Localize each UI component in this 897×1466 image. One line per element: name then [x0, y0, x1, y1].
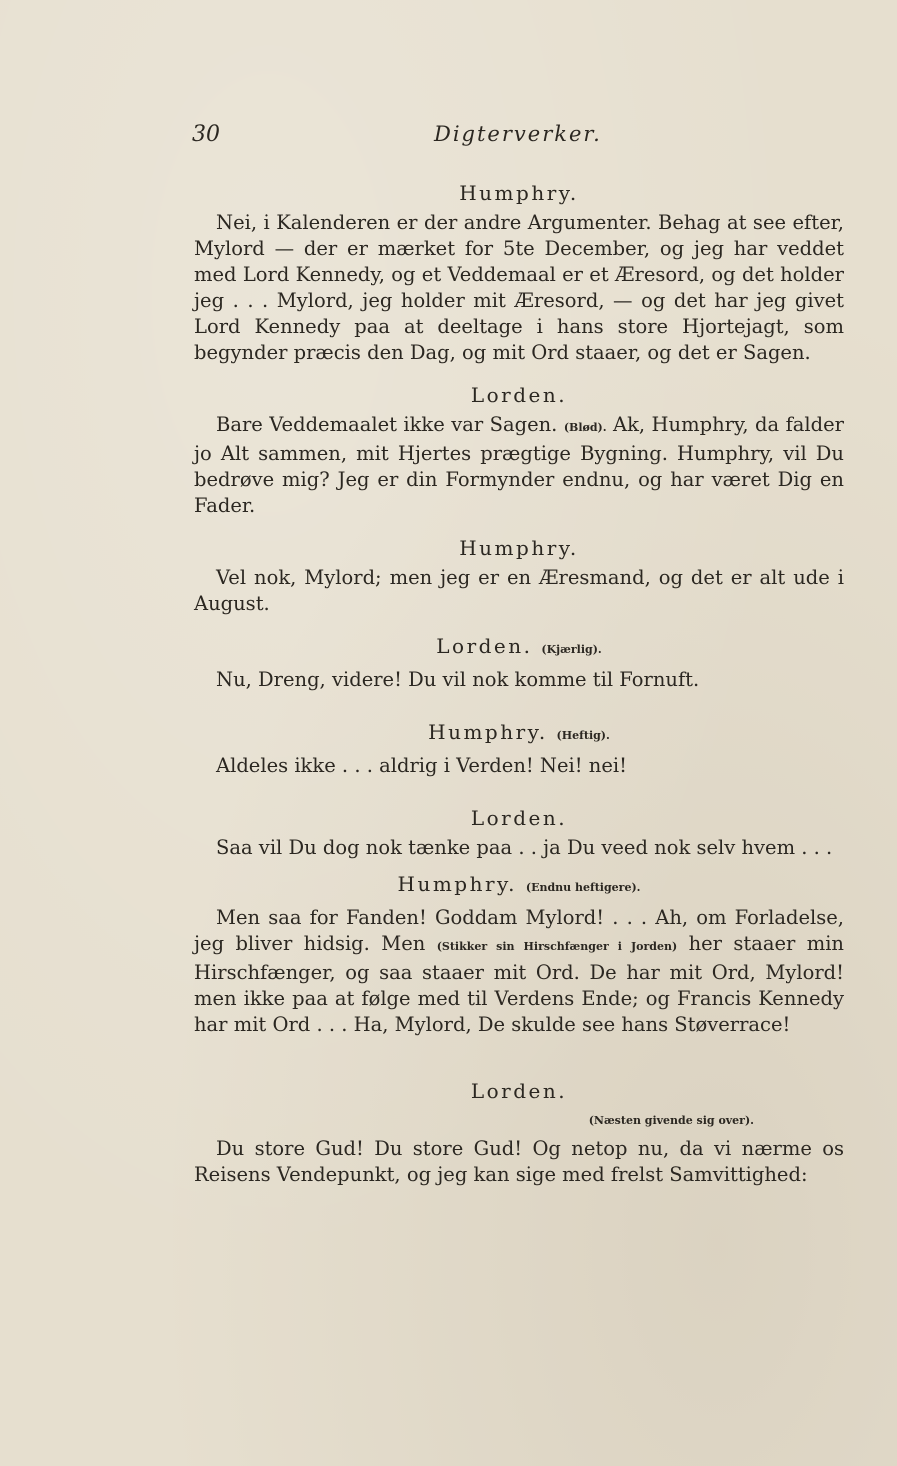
speaker-name: Humphry. — [459, 181, 579, 205]
stage-direction: (Stikker sin Hirschfænger i Jorden) — [436, 940, 678, 953]
speech-text-part: Ak, Humphry, da falder jo Alt sammen, mit Hjertes prægtige Bygning. Humphry, vil Du bedrøve mig? Jeg er din Formynder endnu, og har været Dig en Fader. — [194, 413, 844, 517]
speaker-heading — [194, 633, 844, 663]
speaker-name: Lorden. — [436, 634, 533, 658]
dialogue-block — [194, 180, 844, 366]
speaker-name: Humphry. — [397, 872, 518, 896]
speech-text-part: Bare Veddemaalet ikke var Sagen. — [216, 413, 558, 436]
speech-text: Saa vil Du dog nok tænke paa . . ja Du veed nok selv hvem . . . — [216, 836, 833, 859]
speech-text: Aldeles ikke . . . aldrig i Verden! Nei! nei! — [216, 754, 627, 777]
speech-text: Nei, i Kalenderen er der andre Argumenter. Behag at see efter, Mylord — der er mærket for 5te December, og jeg har veddet med Lord Kennedy, og et Veddemaal er et Æresord, og det holder jeg . . . Mylord, jeg holder mit Æresord, — og det har jeg givet Lord Kennedy paa at deeltage i hans store Hjortejagt, som begynder præcis den Dag, og mit Ord staaer, og det er Sagen. — [194, 211, 844, 364]
speaker-name: Lorden. — [470, 806, 568, 830]
dialogue-block — [194, 719, 844, 779]
stage-direction: (Blød). — [563, 421, 607, 434]
speaker-name: Humphry. — [428, 720, 548, 744]
dialogue-block — [194, 382, 844, 519]
speaker-name: Lorden. — [470, 1079, 568, 1103]
dialogue-block — [194, 1078, 844, 1188]
speech-text-part: her staaer min Hirschfænger, og saa staaer mit Ord. De har mit Ord, Mylord! men ikke paa at følge med til Verdens Ende; og Francis Kennedy har mit Ord . . . Ha, Mylord, De skulde see hans Støverrace! — [194, 932, 844, 1036]
stage-direction: (Kjærlig). — [541, 643, 602, 656]
speaker-name: Humphry. — [459, 536, 579, 560]
speaker-heading — [194, 871, 844, 901]
running-title: Digterverker. — [434, 122, 602, 146]
stage-direction: (Heftig). — [556, 729, 610, 742]
dialogue-block — [194, 871, 844, 1038]
speaker-name: Lorden. — [470, 383, 568, 407]
speech-text — [194, 905, 844, 1038]
speech-text: Vel nok, Mylord; men jeg er en Æresmand, og det er alt ude i August. — [194, 566, 844, 615]
dialogue-block — [194, 805, 844, 861]
stage-direction: (Næsten givende sig over). — [588, 1114, 754, 1127]
page-header — [192, 122, 852, 156]
dialogue-block — [194, 633, 844, 693]
text-column — [194, 170, 844, 1188]
speech-text: Nu, Dreng, videre! Du vil nok komme til Fornuft. — [216, 668, 700, 691]
stage-direction: (Endnu heftigere). — [525, 881, 641, 894]
page-number: 30 — [192, 122, 220, 147]
speech-text: Du store Gud! Du store Gud! Og netop nu, da vi nærme os Reisens Vendepunkt, og jeg kan sige med frelst Samvittighed: — [194, 1137, 844, 1186]
dialogue-block — [194, 535, 844, 617]
speech-text-part: Men saa for Fanden! Goddam Mylord! . . . Ah, om Forladelse, jeg bliver hidsig. Men — [194, 906, 844, 955]
speech-text — [194, 412, 844, 519]
speaker-heading — [194, 719, 844, 749]
